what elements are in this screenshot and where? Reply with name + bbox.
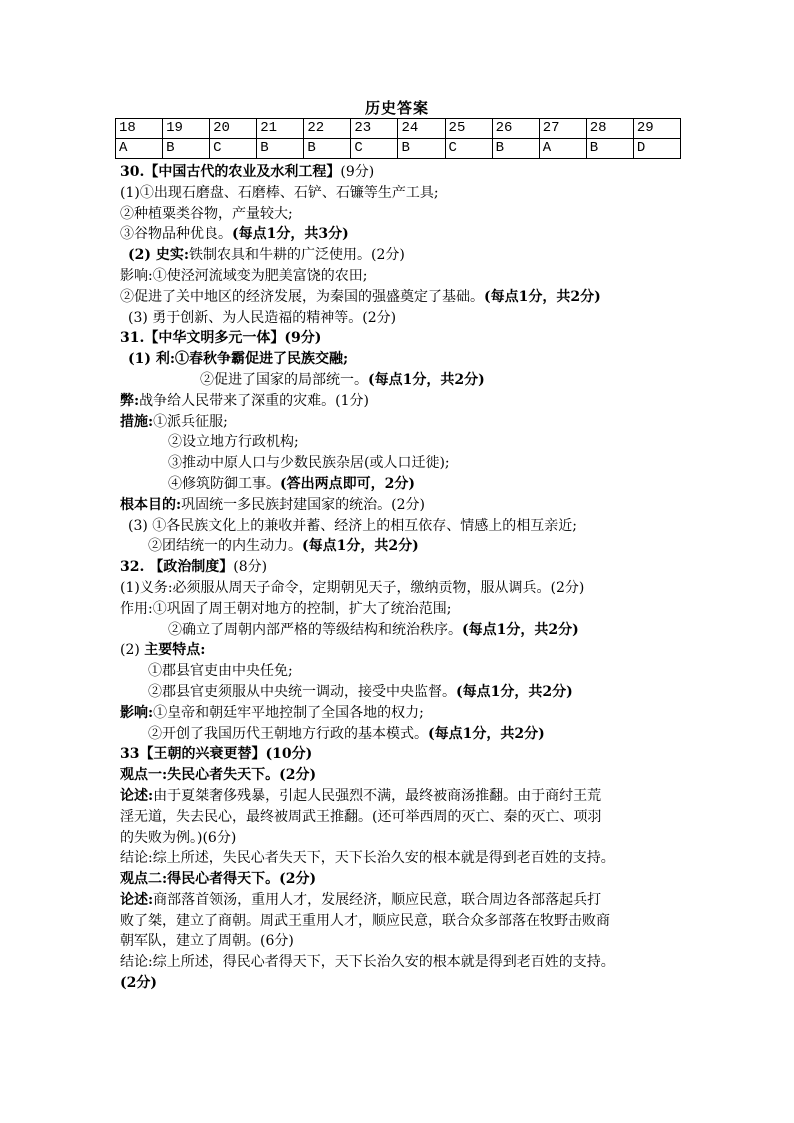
table-cell: A	[116, 139, 163, 159]
answer-text: ②促进了国家的局部统一。	[200, 371, 368, 388]
table-cell: B	[163, 139, 210, 159]
answer-line: (3) ①各民族文化上的兼收并蓄、经济上的相互依存、情感上的相互亲近;	[128, 517, 577, 534]
answer-line	[120, 287, 690, 308]
score-note: (每点1分，共3分)	[232, 226, 349, 243]
answer-line: ②种植粟类谷物，产量较大;	[120, 205, 293, 222]
answer-line	[120, 536, 690, 557]
score-note: (每点1分，共2分)	[368, 371, 485, 388]
answer-text: 商部落首领汤，重用人才，发展经济，顺应民意，联合周边各部落起兵打	[153, 891, 602, 908]
answer-line	[120, 349, 690, 370]
table-cell: 26	[492, 119, 539, 139]
answer-line	[120, 890, 690, 911]
answer-line: 作用:①巩固了周王朝对地方的控制，扩大了统治范围;	[120, 600, 452, 617]
answer-label: 措施:	[120, 413, 154, 430]
answer-line: 淫无道，失去民心，最终被周武王推翻。(还可举西周的灭亡、秦的灭亡、项羽	[120, 808, 602, 825]
table-cell: B	[398, 139, 445, 159]
score-note: (每点1分，共2分)	[428, 725, 545, 742]
answer-line	[120, 703, 690, 724]
answer-line: (2分)	[120, 975, 157, 992]
answer-line: 的失败为例。)(6分)	[120, 829, 237, 846]
table-cell: D	[633, 139, 680, 159]
answer-line	[120, 245, 690, 266]
table-cell: A	[539, 139, 586, 159]
answer-label: 弊:	[120, 392, 140, 409]
table-cell: C	[445, 139, 492, 159]
answer-text: 战争给人民带来了深重的灾难。(1分)	[139, 392, 370, 409]
answer-text: 由于夏桀奢侈残暴，引起人民强烈不满，最终被商汤推翻。由于商纣王荒	[153, 787, 602, 804]
table-cell: 21	[257, 119, 304, 139]
table-cell: 25	[445, 119, 492, 139]
answer-line: ①郡县官吏由中央任免;	[148, 663, 293, 680]
answer-line	[120, 412, 690, 433]
answer-line	[120, 495, 690, 516]
viewpoint-two: 观点二:得民心者得天下。(2分)	[120, 871, 317, 888]
answer-body	[120, 162, 690, 994]
answer-text: 巩固统一多民族封建国家的统治。(2分)	[181, 496, 426, 513]
section-title: 33【王朝的兴衰更替】	[120, 746, 266, 763]
answer-label: 结论:	[120, 850, 153, 867]
table-cell: B	[492, 139, 539, 159]
answer-line: 朝军队，建立了周朝。(6分)	[120, 933, 294, 950]
answer-line: (1)①出现石磨盘、石磨棒、石铲、石镰等生产工具;	[120, 184, 439, 201]
answer-line: ②设立地方行政机构;	[168, 434, 299, 451]
question-number-row	[116, 119, 681, 139]
answer-line	[120, 224, 690, 245]
table-cell: 28	[586, 119, 633, 139]
table-cell: B	[257, 139, 304, 159]
section-score: (9分)	[340, 164, 375, 180]
answer-text: ②确立了周朝内部严格的等级结构和统治秩序。	[168, 621, 462, 638]
answer-text: ①派兵征服;	[153, 413, 228, 430]
score-note: (每点1分，共2分)	[484, 288, 601, 305]
answer-label: 根本目的:	[120, 496, 182, 513]
section-score: (10分)	[265, 746, 313, 763]
section-score: (9分)	[284, 330, 322, 347]
answer-line	[120, 786, 690, 807]
viewpoint-one: 观点一:失民心者失天下。(2分)	[120, 767, 317, 784]
table-cell: B	[586, 139, 633, 159]
question-32-header	[120, 557, 690, 578]
answer-label: (2)	[120, 642, 140, 659]
answer-line	[120, 848, 690, 869]
answer-line: (1)义务:必须服从周天子命令，定期朝见天子，缴纳贡物，服从调兵。(2分)	[120, 579, 585, 596]
table-cell: 22	[304, 119, 351, 139]
answer-text: ①皇帝和朝廷牢平地控制了全国各地的权力;	[153, 704, 424, 721]
answer-line	[120, 952, 690, 973]
answer-text: ②郡县官吏须服从中央统一调动，接受中央监督。	[148, 683, 456, 700]
page-title: 历史答案	[364, 99, 429, 117]
answer-label: 结论:	[120, 954, 153, 971]
answer-line	[120, 391, 690, 412]
table-cell: 29	[633, 119, 680, 139]
answer-label: 论述:	[120, 891, 154, 908]
table-cell: 18	[116, 119, 163, 139]
answer-label: 影响:	[120, 704, 154, 721]
score-note: (每点1分，共2分)	[456, 683, 573, 700]
answer-line: (3) 勇于创新、为人民造福的精神等。(2分)	[128, 309, 397, 326]
section-score: (8分)	[233, 559, 268, 576]
score-note: (每点1分，共2分)	[462, 621, 579, 638]
section-title: 31.【中华文明多元一体】	[120, 330, 285, 347]
answer-text: 综上所述，得民心者得天下，天下长治久安的根本就是得到老百姓的支持。	[152, 954, 615, 971]
table-cell: 19	[163, 119, 210, 139]
score-note: (答出两点即可，2分)	[280, 475, 415, 492]
answer-text: ④修筑防御工事。	[168, 475, 280, 492]
question-31-header	[120, 328, 690, 349]
answer-line	[120, 620, 690, 641]
answer-table	[115, 118, 681, 159]
answer-line	[120, 724, 690, 745]
answer-text: 铁制农具和牛耕的广泛使用。(2分)	[189, 247, 405, 264]
answer-text: ②促进了关中地区的经济发展，为秦国的强盛奠定了基础。	[120, 288, 484, 305]
table-cell: 24	[398, 119, 445, 139]
answer-text: ②团结统一的内生动力。	[148, 538, 302, 555]
answer-line	[120, 474, 690, 495]
score-note: (每点1分，共2分)	[302, 538, 419, 555]
answer-line: 影响:①使泾河流域变为肥美富饶的农田;	[120, 267, 368, 284]
table-cell: 27	[539, 119, 586, 139]
section-title: 32. 【政治制度】	[120, 559, 234, 576]
answer-text: 综上所述，失民心者失天下，天下长治久安的根本就是得到老百姓的支持。	[152, 850, 615, 867]
answer-line	[120, 370, 690, 391]
table-cell: 20	[210, 119, 257, 139]
answer-line	[120, 640, 690, 661]
table-cell: C	[351, 139, 398, 159]
question-33-header	[120, 744, 690, 765]
answer-line	[120, 682, 690, 703]
table-cell: C	[210, 139, 257, 159]
answer-label: 论述:	[120, 787, 154, 804]
answer-text: (1) 利:①春秋争霸促进了民族交融;	[128, 351, 349, 368]
answer-text: ②开创了我国历代王朝地方行政的基本模式。	[148, 725, 428, 742]
answer-line: ③推动中原人口与少数民族杂居(或人口迁徙);	[168, 455, 450, 472]
answer-text: ③谷物品种优良。	[120, 226, 232, 243]
answer-line: 败了桀，建立了商朝。周武王重用人才，顺应民意，联合众多部落在牧野击败商	[120, 912, 610, 929]
answer-row	[116, 139, 681, 159]
table-cell: B	[304, 139, 351, 159]
answer-label: (2) 史实:	[128, 247, 190, 264]
table-cell: 23	[351, 119, 398, 139]
answer-label: 主要特点:	[144, 642, 206, 659]
section-title: 30.【中国古代的农业及水利工程】	[120, 164, 341, 180]
question-30-header	[120, 162, 690, 183]
